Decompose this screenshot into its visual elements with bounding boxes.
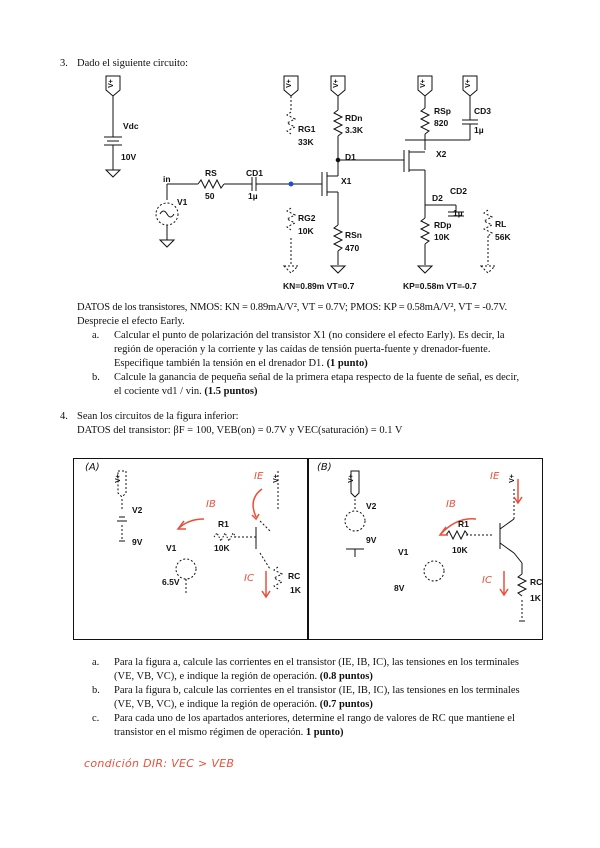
x1-label: X1 [341, 176, 352, 186]
fig-b-r1-val: 10K [452, 545, 468, 555]
q4-figure [73, 458, 543, 640]
fig-b-r1: R1 [458, 519, 469, 529]
in-label: in [163, 174, 171, 184]
kp-note: KP=0.58m VT=-0.7 [403, 281, 477, 291]
q3-item-a-letter: a. [92, 330, 100, 341]
cd3-label: CD3 [474, 106, 492, 116]
q4-item-a [92, 656, 547, 684]
rg2-label: RG2 [298, 213, 316, 223]
fig-a-v1: V1 [166, 543, 177, 553]
fig-a-r1-val: 10K [214, 543, 230, 553]
rs-value: 50 [205, 191, 215, 201]
vdc-value: 10V [121, 152, 137, 162]
fig-a-rc-val: 1K [290, 585, 301, 595]
q4-item-b-text: (VE, VB, VC), e indique la región de operación. [114, 699, 318, 710]
vdc-label: Vdc [123, 121, 139, 131]
q4-item-a-text: (VE, VB, VC), e indique la región de operación. [114, 671, 318, 682]
q4-item-c-points: 1 punto) [305, 727, 344, 738]
fig-a-v1-val: 6.5V [162, 577, 180, 587]
rsp-label: RSp [434, 106, 451, 116]
q3-number: 3. [60, 58, 68, 69]
rsn-label: RSn [345, 230, 362, 240]
fig-b-v2-val: 9V [366, 535, 377, 545]
q3-item-a [92, 329, 547, 371]
q3-items [92, 329, 547, 399]
q4-item-c-letter: c. [92, 713, 100, 724]
q4-item-b-line [114, 698, 547, 712]
cd1-value: 1µ [248, 191, 258, 201]
q4-item-c-line: Para cada uno de los apartados anteriores, determine el rango de valores de RC que mantiene el [114, 713, 515, 724]
rg1-label: RG1 [298, 124, 316, 134]
q4-item-b-line: Para la figura b, calcule las corrientes en el transistor (IE, IB, IC), las tensiones en los terminales [114, 685, 520, 696]
x2-label: X2 [436, 149, 447, 159]
q4-datos: DATOS del transistor: βF = 100, VEB(on) = 0.7V y VEC(saturación) = 0.1 V [77, 425, 403, 436]
q3-datos-line2: Desprecie el efecto Early. [77, 316, 185, 327]
q4-item-a-letter: a. [92, 657, 100, 668]
q3-item-a-line: Calcular el punto de polarización del transistor X1 (no considere el efecto Early). Es decir, la [114, 330, 505, 341]
rdn-value: 3.3K [345, 125, 363, 135]
fig-b-vplus-2: V+ [508, 474, 516, 483]
rl-label: RL [495, 219, 507, 229]
q4-item-c [92, 712, 547, 740]
fig-b-vplus: V+ [347, 474, 355, 483]
q3-item-a-line [114, 357, 547, 371]
v1-label: V1 [177, 197, 188, 207]
q4-item-a-line [114, 670, 547, 684]
d1-label: D1 [345, 152, 356, 162]
rg2-value: 10K [298, 226, 314, 236]
rg1-supply-label: V+ [285, 79, 293, 88]
fig-b-rc: RC [530, 577, 543, 587]
fig-b-ib: IB [446, 499, 456, 510]
fig-a-vplus-2: V+ [272, 474, 280, 483]
fig-b-v1: V1 [398, 547, 409, 557]
fig-a-v2-val: 9V [132, 537, 143, 547]
rdn-supply-label: V+ [332, 79, 340, 88]
rg1-value: 33K [298, 137, 314, 147]
cd2-value: 1µ [453, 208, 463, 218]
q4-item-c-text: transistor en el mismo régimen de operación. [114, 727, 304, 738]
fig-a-tag: (A) [85, 462, 100, 473]
fig-a-r1: R1 [218, 519, 229, 529]
fig-b-tag: (B) [317, 462, 332, 473]
d2-label: D2 [432, 193, 443, 203]
q4-intro: Sean los circuitos de la figura inferior: [77, 411, 239, 422]
kn-note: KN=0.89m VT=0.7 [283, 281, 355, 291]
rdp-label: RDp [434, 220, 452, 230]
q3-item-b-text: el cociente vd1 / vin. [114, 386, 202, 397]
cd3-supply-label: V+ [464, 79, 472, 88]
fig-a-ic: IC [244, 573, 254, 584]
cd3-value: 1µ [474, 125, 484, 135]
fig-b-v1-val: 8V [394, 583, 405, 593]
q4-item-a-points: (0.8 puntos) [319, 671, 373, 682]
q3-datos-line1: DATOS de los transistores, NMOS: KN = 0.89mA/V², VT = 0.7V; PMOS: KP = 0.58mA/V², VT = -0.7V. [77, 302, 507, 313]
q4-item-c-line [114, 726, 547, 740]
q3-item-b [92, 371, 547, 399]
q4-items [92, 656, 547, 740]
rsp-supply-label: V+ [419, 79, 427, 88]
fig-b-ic: IC [482, 575, 492, 586]
q3-intro: Dado el siguiente circuito: [77, 58, 189, 69]
handwritten-note: condición DIR: VEC > VEB [84, 757, 235, 770]
q3-item-b-line: Calcule la ganancia de pequeña señal de la primera etapa respecto de la fuente de señal, es decir, [114, 372, 520, 383]
cd2-label: CD2 [450, 186, 468, 196]
fig-a-vplus: V+ [114, 474, 122, 483]
circuit-q3 [0, 0, 600, 300]
circuit-q3-wiring [0, 0, 600, 300]
fig-b-rc-val: 1K [530, 593, 541, 603]
q3-item-b-letter: b. [92, 372, 100, 383]
q4-item-a-line: Para la figura a, calcule las corrientes en el transistor (IE, IB, IC), las tensiones en los terminales [114, 657, 519, 668]
rsn-value: 470 [345, 243, 360, 253]
fig-a-ib: IB [206, 499, 216, 510]
cd1-label: CD1 [246, 168, 264, 178]
q3-item-a-line: región de operación y la corriente y las caídas de tensión puerta-fuente y drenador-fuente. [114, 344, 491, 355]
fig-a-rc: RC [288, 571, 301, 581]
figure-wiring [74, 459, 544, 641]
q4-number: 4. [60, 411, 68, 422]
q3-item-b-points: (1.5 puntos) [204, 386, 258, 397]
q3-item-a-text: Especifique también la tensión en el drenador D1. [114, 358, 324, 369]
rsp-value: 820 [434, 118, 449, 128]
q4-item-b-points: (0.7 puntos) [319, 699, 373, 710]
vdc-supply-label: V+ [107, 79, 115, 88]
fig-a-ie: IE [254, 471, 264, 482]
rl-value: 56K [495, 232, 511, 242]
rs-label: RS [205, 168, 217, 178]
q4-item-b [92, 684, 547, 712]
fig-a-v2: V2 [132, 505, 143, 515]
q3-item-a-points: (1 punto) [326, 358, 368, 369]
q4-item-b-letter: b. [92, 685, 100, 696]
rdn-label: RDn [345, 113, 363, 123]
q3-item-b-line [114, 385, 547, 399]
fig-b-ie: IE [490, 471, 500, 482]
fig-b-v2: V2 [366, 501, 377, 511]
rdp-value: 10K [434, 232, 450, 242]
